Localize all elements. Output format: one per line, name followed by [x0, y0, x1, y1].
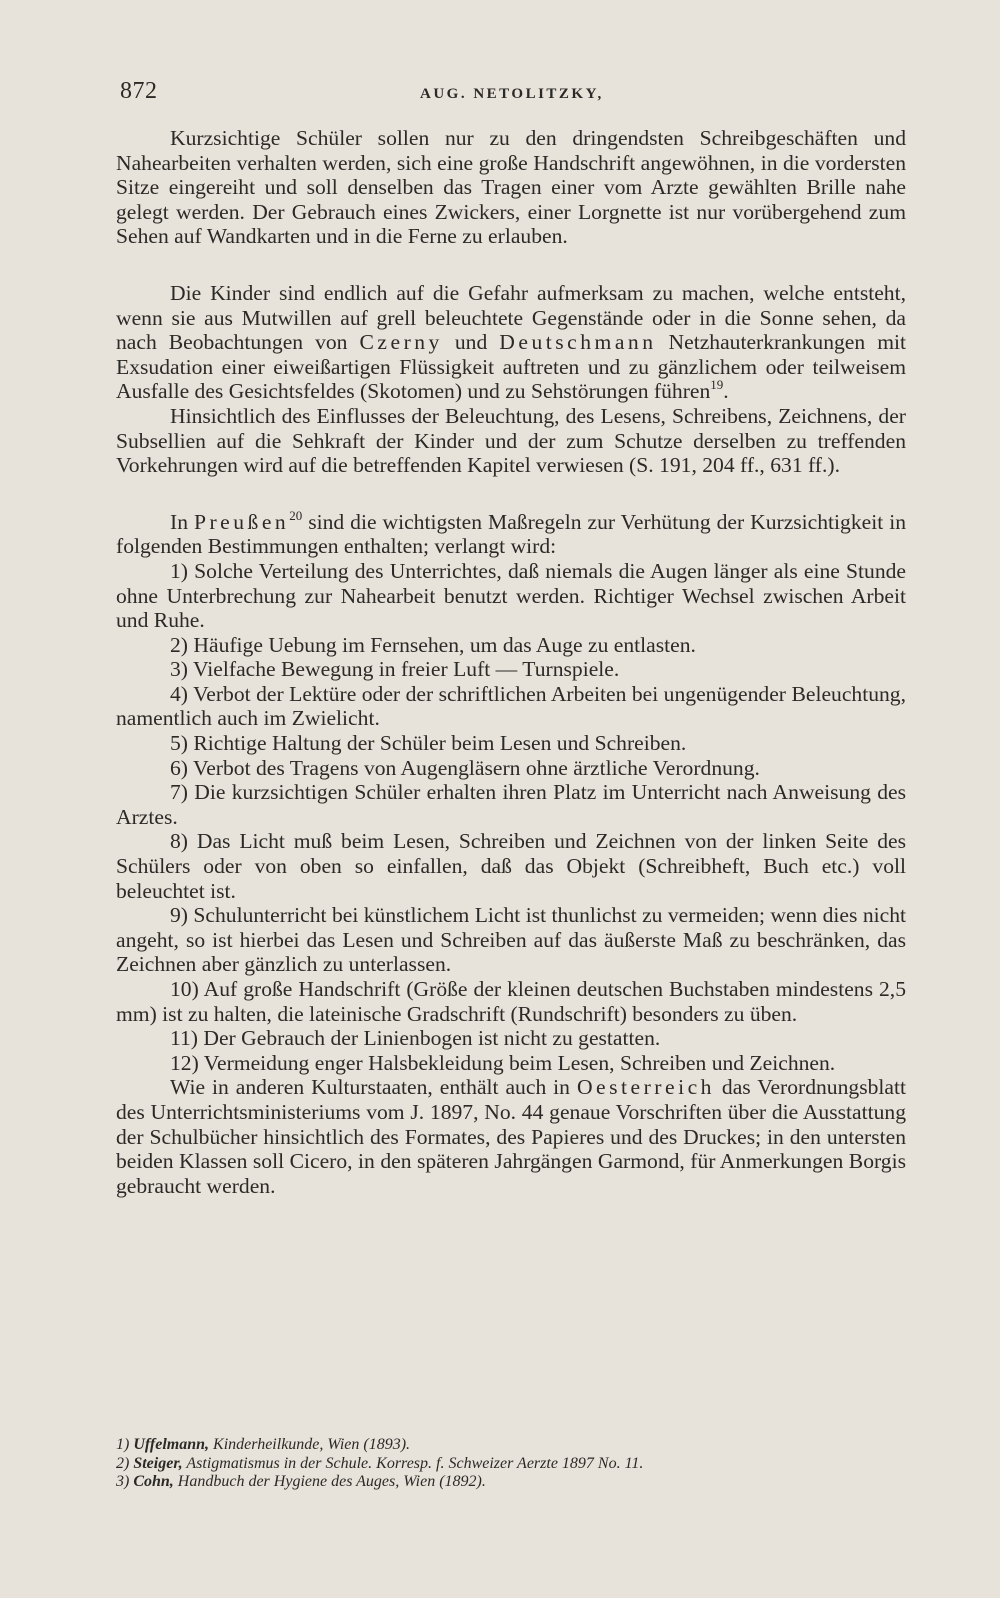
author-deutschmann: Deutschmann	[499, 330, 657, 355]
list-item: 4) Verbot der Lektüre oder der schriftlichen Arbeiten bei ungenügender Beleuchtung, namentlich auch im Zwielicht.	[116, 681, 906, 731]
country-prussia: Preußen	[193, 509, 290, 534]
list-item: 5) Richtige Haltung der Schüler beim Lesen und Schreiben.	[170, 731, 687, 756]
footnote: 1) Uffelmann, Kinderheilkunde, Wien (1893).	[116, 1436, 411, 1453]
list-item: 8) Das Licht muß beim Lesen, Schreiben und Zeichnen von der linken Seite des Schülers oder von oben so einfallen, daß das Objekt (Schreibheft, Buch etc.) voll beleuchtet ist.	[116, 829, 906, 903]
list-item: 12) Vermeidung enger Halsbekleidung beim Lesen, Schreiben und Zeichnen.	[170, 1050, 836, 1075]
footnote-ref-20: 20	[289, 507, 303, 523]
paragraph-lighting-reference: Hinsichtlich des Einflusses der Beleuchtung, des Lesens, Schreibens, Zeichnens, der Subsellien auf die Sehkraft der Kinder und der zum Schutze derselben zu treffenden Vorkehrungen wird auf die betreffenden Kapitel verwiesen (S. 191, 204 ff., 631 ff.).	[116, 403, 906, 478]
page-header	[120, 72, 920, 112]
footnotes	[116, 1436, 906, 1492]
list-item: 1) Solche Verteilung des Unterrichtes, daß niemals die Augen länger als eine Stunde ohne Unterbrechung zur Nahearbeit benutzt werden. Richtiger Wechsel zwischen Arbeit und Ruhe.	[116, 558, 906, 633]
paragraph-sun-danger: Die Kinder sind endlich auf die Gefahr aufmerksam zu machen, welche entsteht, wenn sie aus Mutwillen auf grell beleuchtete Gegenstände oder in die Sonne sehen, da nach Beobachtungen von Czerny und Deutschmann Netzhauterkrankungen mit Exsudation einer eiweißartigen Flüssigkeit auftreten und zu gänzlichem oder teilweisem Ausfalle des Gesichtsfeldes (Skotomen) und zu Sehstörungen führen$^{19}$.	[116, 280, 906, 404]
body-text	[116, 126, 906, 1198]
running-head: AUG. NETOLITZKY,	[420, 86, 604, 102]
list-item: 11) Der Gebrauch der Linienbogen ist nicht zu gestatten.	[170, 1026, 661, 1051]
author-czerny: Czerny	[359, 330, 443, 355]
paragraph-prussia-intro: In Preußen$^{20}$ sind die wichtigsten Maßregeln zur Verhütung der Kurzsichtigkeit in folgenden Bestimmungen enthalten; verlangt wird:	[116, 507, 906, 559]
footnote: 2) Steiger, Astigmatismus in der Schule. Korresp. f. Schweizer Aerzte 1897 No. 11.	[116, 1454, 644, 1472]
regulations-list	[116, 559, 906, 1075]
country-austria: Oesterreich	[576, 1075, 715, 1100]
list-item: 7) Die kurzsichtigen Schüler erhalten ihren Platz im Unterricht nach Anweisung des Arztes.	[116, 780, 906, 829]
list-item: 3) Vielfache Bewegung in freier Luft — Turnspiele.	[170, 657, 620, 682]
page-number: 872	[120, 78, 158, 104]
list-item: 10) Auf große Handschrift (Größe der kleinen deutschen Buchstaben mindestens 2,5 mm) ist zu halten, die lateinische Gradschrift (Rundschrift) besonders zu üben.	[116, 977, 906, 1026]
list-item: 2) Häufige Uebung im Fernsehen, um das Auge zu entlasten.	[170, 632, 696, 657]
paragraph-austria: Wie in anderen Kulturstaaten, enthält auch in Oesterreich das Verordnungsblatt des Unterrichtsministeriums vom J. 1897, No. 44 genaue Vorschriften über die Ausstattung der Schulbücher hinsichtlich des Formates, des Papieres und des Druckes; in den untersten beiden Klassen soll Cicero, in den späteren Jahrgängen Garmond, für Anmerkungen Borgis gebraucht werden.	[116, 1075, 906, 1198]
footnote: 3) Cohn, Handbuch der Hygiene des Auges, Wien (1892).	[116, 1473, 486, 1490]
paragraph-myopic-pupils: Kurzsichtige Schüler sollen nur zu den dringendsten Schreibgeschäften und Nahearbeiten verhalten werden, sich eine große Handschrift angewöhnen, in die vordersten Sitze eingereiht und soll denselben das Tragen einer vom Arzte gewählten Brille nahe gelegt werden. Der Gebrauch eines Zwickers, einer Lorgnette ist nur vorübergehend zum Sehen auf Wandkarten und in die Ferne zu erlauben.	[116, 126, 906, 249]
footnote-ref-19: 19	[710, 377, 724, 393]
list-item: 9) Schulunterricht bei künstlichem Licht ist thunlichst zu vermeiden; wenn dies nicht angeht, so ist hierbei das Lesen und Schreiben auf das äußerste Maß zu beschränken, das Zeichnen aber gänzlich zu unterlassen.	[116, 903, 906, 977]
list-item: 6) Verbot des Tragens von Augengläsern ohne ärztliche Verordnung.	[170, 755, 760, 780]
